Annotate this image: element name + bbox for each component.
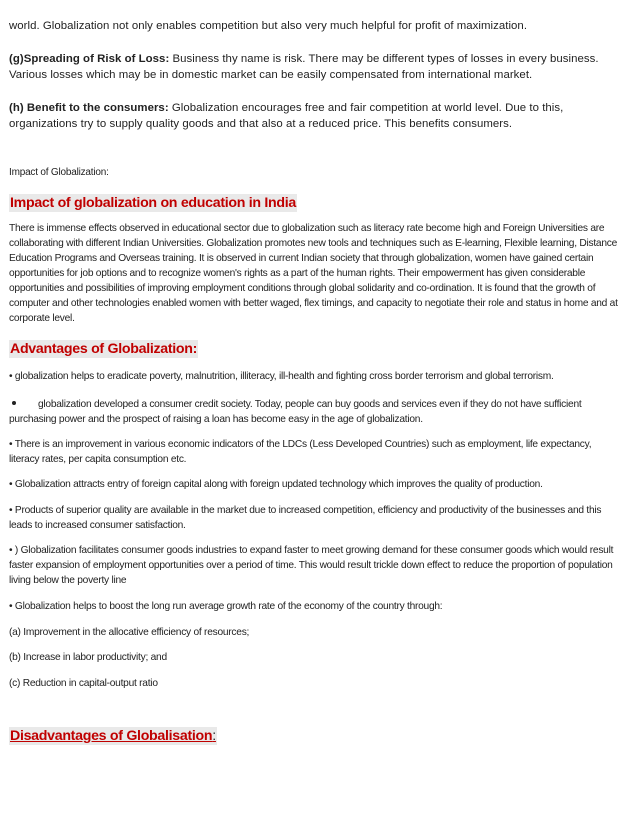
heading-advantages: Advantages of Globalization: [10,341,198,357]
spreading-risk-label: (g)Spreading of Risk of Loss: [9,53,170,65]
heading-disadvantages-text: Disadvantages of Globalisation [10,728,213,744]
advantage-item: • Globalization helps to boost the long run average growth rate of the economy of the country through: [9,601,443,612]
advantage-sub-item: (c) Reduction in capital-output ratio [9,678,158,689]
advantage-sub-item: (a) Improvement in the allocative efficiency of resources; [9,627,250,638]
heading-disadvantages-colon: : [212,728,216,744]
advantage-item: • ) Globalization facilitates consumer goods industries to expand faster to meet growing demand for these consumer goods which would result faster expansion of employment opportunities over a period of time. This would result trickle down effect to reduce the proportion of population living below the poverty line [9,545,614,586]
advantage-item: • Products of superior quality are available in the market due to increased competition, efficiency and productivity of the businesses and this leads to increased consumer satisfaction. [9,505,602,531]
advantage-item-text: globalization developed a consumer credit society. Today, people can buy goods and services even if they do not have sufficient purchasing power and the prospect of raising a loan has become easy in the age of globalization. [9,399,582,425]
spreading-risk-text: Business thy name is risk. There may be different types of losses in every business. Various losses which may be in domestic market can be easily compensated from international market. [9,53,599,81]
advantage-item [9,397,621,427]
benefit-consumers-label: (h) Benefit to the consumers: [9,102,169,114]
heading-education-impact: Impact of globalization on education in India [10,195,297,211]
impact-label: Impact of Globalization: [9,167,109,178]
bullet-icon [12,401,16,405]
paragraph-maximization [9,18,621,34]
paragraph-benefit-consumers [9,100,621,132]
benefit-consumers-text: Globalization encourages free and fair competition at world level. Due to this, organizations try to supply quality goods and that also at a reduced price. This benefits consumers. [9,102,564,130]
paragraph-education: There is immense effects observed in educational sector due to globalization such as literacy rate become high and Foreign Universities are collaborating with different Indian Universities. Globalization promotes new tools and techniques such as E-learning, Flexible learning, Distance Education Programs and Overseas training. It is observed in current Indian society that through globalization, women have gained certain opportunities for job options and to recognize women's rights as a part of the human rights. Their empowerment has given considerable opportunities and possibilities of improving employment conditions through global solidarity and co-ordination. It is found that the growth of computer and other technologies enabled women with better waged, flex timings, and capacity to negotiate their role and status in home and at corporate level. [9,223,618,324]
heading-disadvantages [9,727,217,745]
paragraph-text: world. Globalization not only enables competition but also very much helpful for profit of maximization. [9,20,528,32]
advantage-item: • There is an improvement in various economic indicators of the LDCs (Less Developed Countries) such as employment, life expectancy, literacy rates, per capita consumption etc. [9,439,592,465]
paragraph-spreading-risk [9,51,621,83]
advantage-item: • globalization helps to eradicate poverty, malnutrition, illiteracy, ill-health and fighting cross border terrorism and global terrorism. [9,371,554,382]
advantage-item: • Globalization attracts entry of foreign capital along with foreign updated technology which improves the quality of production. [9,479,543,490]
advantage-sub-item: (b) Increase in labor productivity; and [9,652,167,663]
